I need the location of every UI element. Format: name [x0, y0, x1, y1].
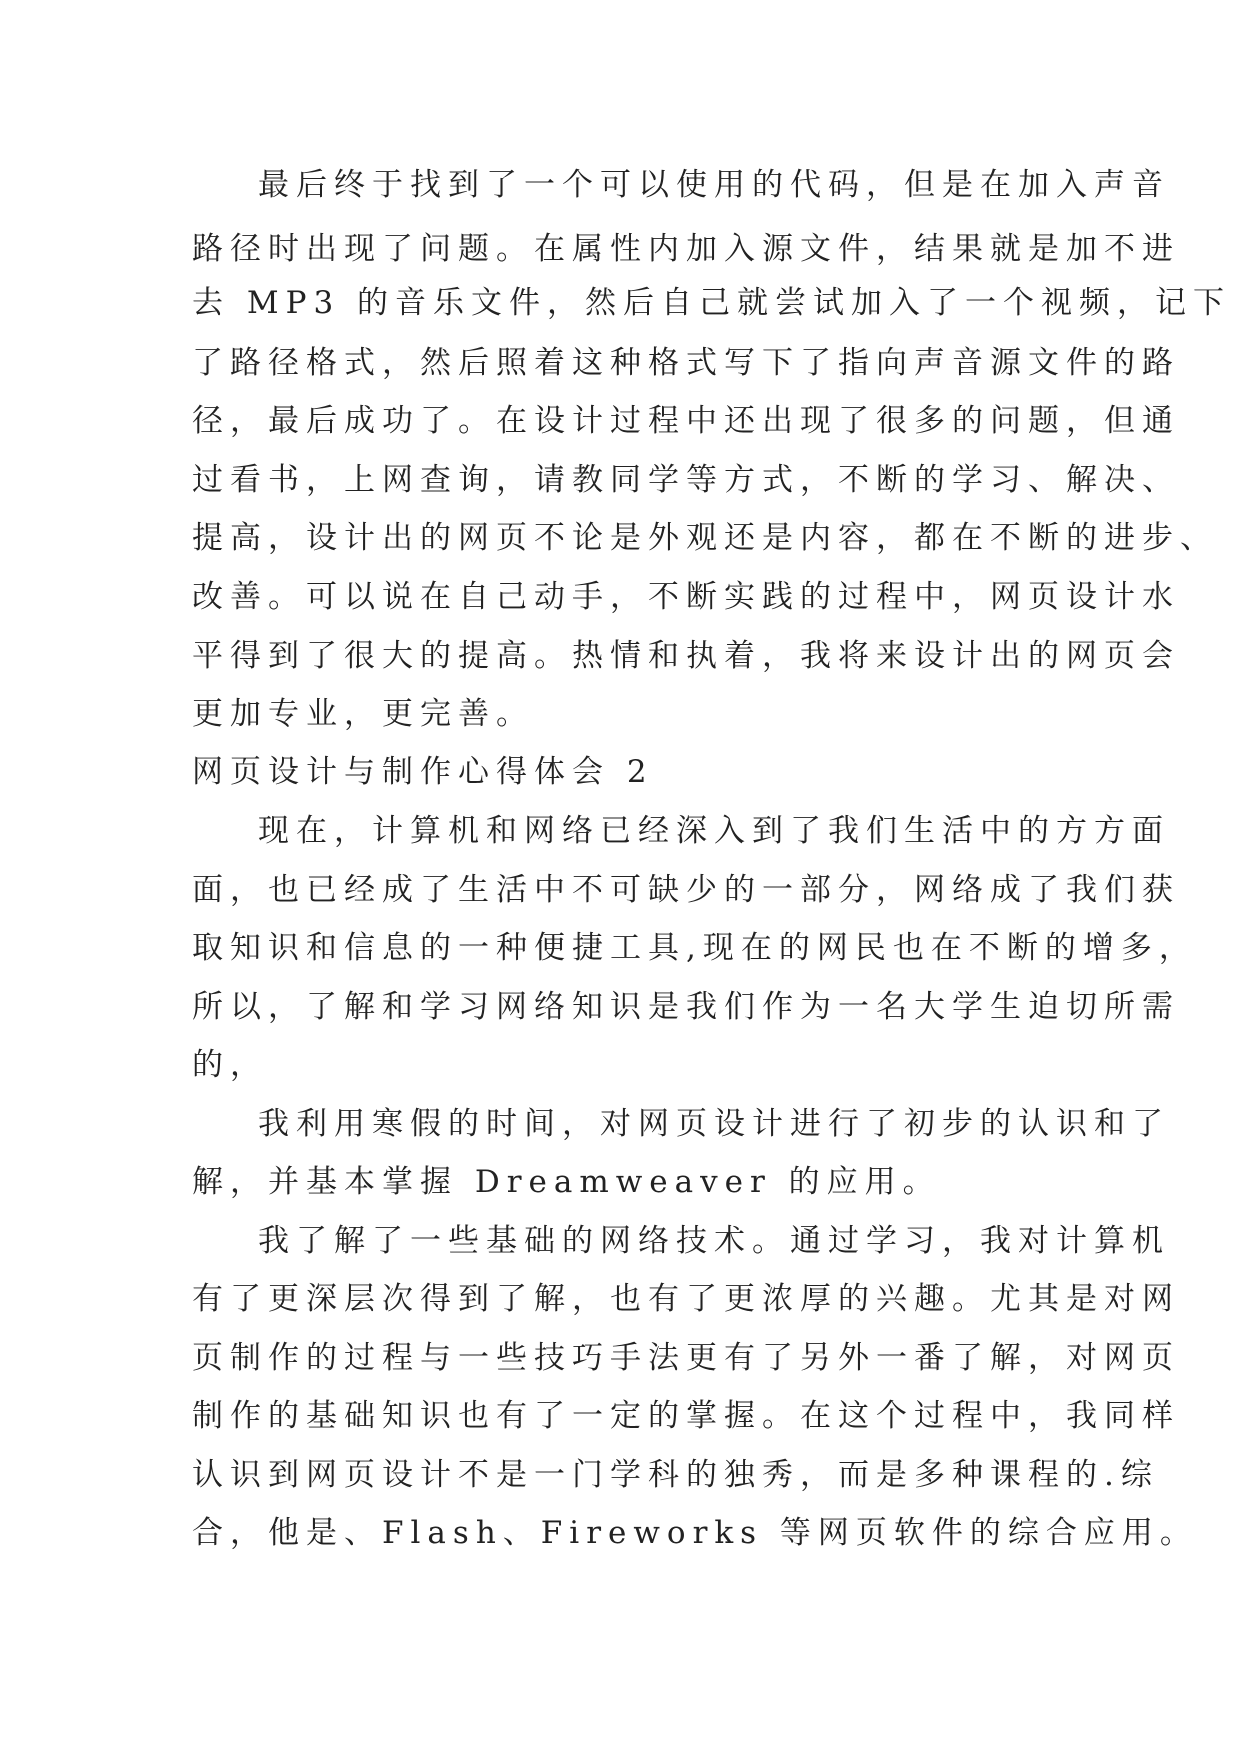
paragraph-1-line-10: 更加专业，更完善。	[192, 696, 534, 732]
paragraph-1-line-5: 径，最后成功了。在设计过程中还出现了很多的问题，但通	[192, 403, 1180, 439]
paragraph-2-line-1: 现在，计算机和网络已经深入到了我们生活中的方方面	[258, 813, 1170, 849]
paragraph-4-line-4: 制作的基础知识也有了一定的掌握。在这个过程中，我同样	[192, 1398, 1180, 1434]
paragraph-1-line-4: 了路径格式，然后照着这种格式写下了指向声音源文件的路	[192, 345, 1180, 381]
paragraph-1-line-3: 去 MP3 的音乐文件，然后自己就尝试加入了一个视频，记下	[192, 285, 1232, 321]
paragraph-2-line-2: 面，也已经成了生活中不可缺少的一部分，网络成了我们获	[192, 872, 1180, 908]
paragraph-3-line-2: 解，并基本掌握 Dreamweaver 的应用。	[192, 1164, 941, 1200]
paragraph-2-line-4: 所以，了解和学习网络知识是我们作为一名大学生迫切所需	[192, 989, 1180, 1025]
paragraph-1-line-8: 改善。可以说在自己动手，不断实践的过程中，网页设计水	[192, 579, 1180, 615]
paragraph-1-line-2: 路径时出现了问题。在属性内加入源文件，结果就是加不进	[192, 231, 1180, 267]
paragraph-4-line-5: 认识到网页设计不是一门学科的独秀，而是多种课程的.综	[192, 1457, 1159, 1493]
paragraph-3-line-1: 我利用寒假的时间，对网页设计进行了初步的认识和了	[258, 1106, 1170, 1142]
paragraph-1-line-6: 过看书，上网查询，请教同学等方式，不断的学习、解决、	[192, 462, 1180, 498]
paragraph-1-line-7: 提高，设计出的网页不论是外观还是内容，都在不断的进步、	[192, 520, 1218, 556]
paragraph-4-line-1: 我了解了一些基础的网络技术。通过学习，我对计算机	[258, 1223, 1170, 1259]
paragraph-2-line-5: 的，	[192, 1047, 268, 1083]
paragraph-1-line-1: 最后终于找到了一个可以使用的代码，但是在加入声音	[258, 167, 1170, 203]
paragraph-2-line-3: 取知识和信息的一种便捷工具,现在的网民也在不断的增多，	[192, 930, 1197, 966]
section-heading: 网页设计与制作心得体会 2	[192, 754, 654, 790]
paragraph-4-line-3: 页制作的过程与一些技巧手法更有了另外一番了解，对网页	[192, 1340, 1180, 1376]
paragraph-4-line-6: 合，他是、Flash、Fireworks 等网页软件的综合应用。	[192, 1515, 1198, 1551]
paragraph-4-line-2: 有了更深层次得到了解，也有了更浓厚的兴趣。尤其是对网	[192, 1281, 1180, 1317]
paragraph-1-line-9: 平得到了很大的提高。热情和执着，我将来设计出的网页会	[192, 638, 1180, 674]
